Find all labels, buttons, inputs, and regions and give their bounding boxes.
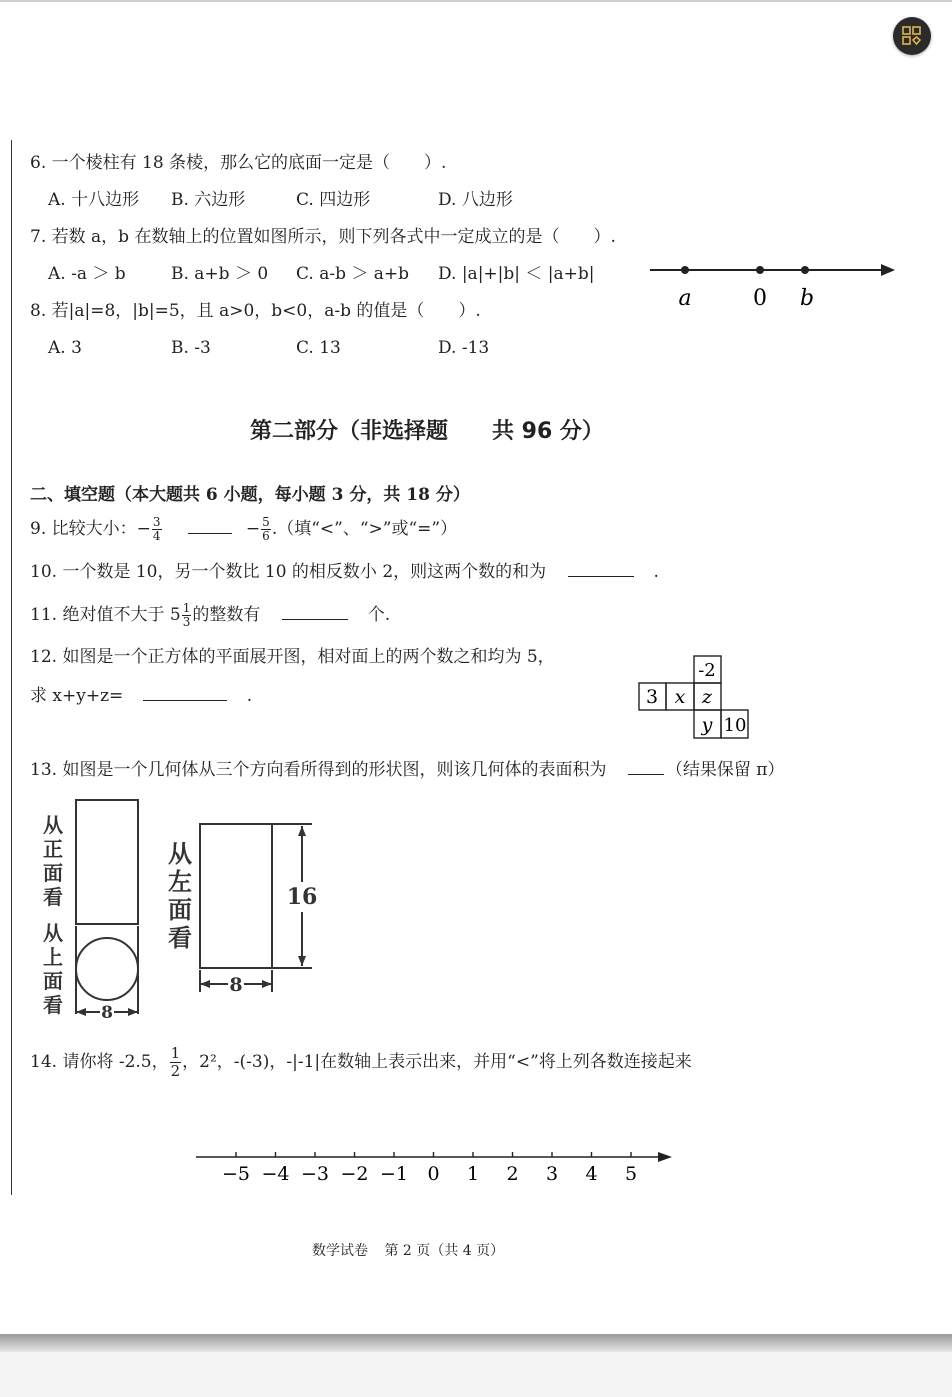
q7-option-a: A. -a ＞ b xyxy=(48,264,126,284)
q12-line2-text: 求 x+y+z= xyxy=(30,686,124,706)
q9-answer-blank[interactable] xyxy=(188,517,232,534)
q14 xyxy=(30,1042,692,1082)
q13-front-label-3: 面 xyxy=(43,861,63,885)
q13-side-label-4: 看 xyxy=(168,923,192,952)
q13-top-label-1: 从 xyxy=(43,921,63,945)
q13-answer-blank[interactable] xyxy=(628,758,664,775)
q13-side-height-label: 16 xyxy=(286,884,318,910)
q10 xyxy=(30,560,659,583)
footer xyxy=(312,1240,504,1260)
q6-option-c: C. 四边形 xyxy=(296,190,371,210)
q12-answer-blank[interactable] xyxy=(143,684,227,701)
q13-arrow xyxy=(200,980,210,988)
q13-arrow xyxy=(298,956,306,966)
q6-option-a: A. 十八边形 xyxy=(48,190,140,210)
q14-suffix: ，2²，-(-3)，-|-1|在数轴上表示出来，并用“<”将上列各数连接起来 xyxy=(182,1052,692,1072)
q13-top-label-2: 上 xyxy=(43,945,63,969)
q11-frac xyxy=(182,602,192,629)
q8-option-c: C. 13 xyxy=(296,338,341,358)
q8-option-d: D. -13 xyxy=(438,338,490,358)
q13-side-label-1: 从 xyxy=(168,839,192,868)
q7-option-b: B. a+b ＞ 0 xyxy=(171,264,269,284)
bottom-margin xyxy=(0,1352,952,1397)
app-grid-icon xyxy=(902,26,922,46)
q9-frac1 xyxy=(152,516,162,543)
q14-frac-num: 1 xyxy=(170,1044,181,1062)
q13-front-label-1: 从 xyxy=(43,813,63,837)
q13-top-label-3: 面 xyxy=(43,969,63,993)
q11 xyxy=(30,598,390,632)
q12-net-x: x xyxy=(674,686,686,708)
q7-label-0: 0 xyxy=(753,286,767,311)
q9-frac1-sign: − xyxy=(136,519,151,539)
q14-axis-tick-label: 2 xyxy=(506,1163,519,1185)
q14-axis-tick-label: 0 xyxy=(427,1163,440,1185)
q7-option-d: D. |a|+|b| ＜ |a+b| xyxy=(438,264,595,284)
q13-top-width-label: 8 xyxy=(101,1003,113,1023)
q13-side-label-3: 面 xyxy=(168,895,192,924)
q9-frac2 xyxy=(261,516,271,543)
q13-arrow xyxy=(128,1008,138,1016)
q14-axis-tick-label: 3 xyxy=(545,1163,559,1185)
q14-axis-tick-label: 5 xyxy=(624,1163,638,1185)
q13-front-label-2: 正 xyxy=(43,837,63,861)
q14-frac-den: 2 xyxy=(170,1062,181,1080)
q12-line1: 12. 如图是一个正方体的平面展开图，相对面上的两个数之和均为 5， xyxy=(30,647,555,667)
q7-stem: 7. 若数 a，b 在数轴上的位置如图所示，则下列各式中一定成立的是（ ）. xyxy=(30,227,616,247)
q11-frac-den: 3 xyxy=(182,615,191,629)
q7-point-b xyxy=(801,266,809,274)
q6-option-b: B. 六边形 xyxy=(171,190,246,210)
q11-whole: 5 xyxy=(169,605,181,625)
q12-net-left: 3 xyxy=(645,686,659,708)
q7-point-0 xyxy=(756,266,764,274)
q13-side-view xyxy=(200,824,272,968)
q7-point-a xyxy=(681,266,689,274)
q9-frac2-sign: − xyxy=(245,519,261,539)
footer-page: 第 2 页（共 4 页） xyxy=(384,1243,505,1259)
q12-net-right: 10 xyxy=(723,715,747,736)
footer-title: 数学试卷 xyxy=(312,1243,368,1259)
bottom-scroll-shadow xyxy=(0,1334,952,1352)
q14-axis-tick-label: −4 xyxy=(261,1163,290,1185)
q13-front-view xyxy=(76,800,138,924)
q8-stem: 8. 若|a|=8，|b|=5，且 a>0，b<0，a-b 的值是（ ）. xyxy=(30,301,481,321)
q9 xyxy=(30,514,457,544)
q13-top-view xyxy=(76,938,138,1000)
q10-answer-blank[interactable] xyxy=(568,560,634,577)
q7-axis-arrow xyxy=(881,264,895,276)
q9-frac2-den: 6 xyxy=(262,529,270,543)
q7-number-line-figure xyxy=(645,255,900,315)
q14-number-line xyxy=(190,1140,680,1190)
part2-heading: 第二部分（非选择题 共 96 分） xyxy=(250,419,604,444)
q10-end: . xyxy=(653,562,659,582)
q12-net-z: z xyxy=(701,686,713,708)
q11-end: 个. xyxy=(367,605,391,625)
q13-text: 13. 如图是一个几何体从三个方向看所得到的形状图，则该几何体的表面积为 xyxy=(30,760,607,780)
q13-arrow xyxy=(76,1008,86,1016)
q13-views-figure xyxy=(36,794,326,1024)
q13-arrow xyxy=(298,826,306,836)
q14-prefix: 14. 请你将 -2.5， xyxy=(30,1052,169,1072)
q10-text: 10. 一个数是 10，另一个数比 10 的相反数小 2，则这两个数的和为 xyxy=(30,562,547,582)
top-border xyxy=(0,0,952,2)
q12-net-top: -2 xyxy=(698,660,716,681)
q7-option-c: C. a-b ＞ a+b xyxy=(296,264,410,284)
q13-arrow xyxy=(262,980,272,988)
q9-suffix: .（填“<”、“>”或“=”） xyxy=(271,519,458,539)
q14-axis-tick-label: −2 xyxy=(340,1163,369,1185)
q13-front-label-4: 看 xyxy=(43,885,63,909)
q8-option-b: B. -3 xyxy=(171,338,211,358)
q7-label-a: a xyxy=(678,286,692,311)
q13 xyxy=(30,758,784,781)
q8-option-a: A. 3 xyxy=(48,338,82,358)
q9-frac2-num: 5 xyxy=(262,515,270,529)
q9-frac1-den: 4 xyxy=(152,529,161,543)
q12-cube-net-figure xyxy=(636,654,752,742)
q14-axis-tick-label: −3 xyxy=(300,1163,330,1185)
q11-prefix: 11. 绝对值不大于 xyxy=(30,605,165,625)
q14-frac xyxy=(170,1045,182,1080)
q12-line2 xyxy=(30,684,252,707)
q13-side-width-label: 8 xyxy=(229,974,243,996)
q7-label-b: b xyxy=(799,286,815,311)
q11-mid: 的整数有 xyxy=(192,605,261,625)
q11-answer-blank[interactable] xyxy=(282,603,348,620)
q9-frac1-num: 3 xyxy=(152,515,161,529)
q13-note: （结果保留 π） xyxy=(665,760,785,780)
q12-net-y: y xyxy=(701,714,713,736)
q13-side-label-2: 左 xyxy=(168,867,192,896)
floating-action-button[interactable] xyxy=(893,17,931,55)
section2-heading: 二、填空题（本大题共 6 小题，每小题 3 分，共 18 分） xyxy=(30,485,470,505)
q13-top-label-4: 看 xyxy=(43,993,63,1017)
q14-axis-tick-label: 4 xyxy=(585,1163,598,1185)
q14-axis-tick-label: 1 xyxy=(466,1163,480,1185)
q11-frac-num: 1 xyxy=(182,601,191,615)
q14-axis-tick-label: −1 xyxy=(379,1163,409,1185)
q14-axis-tick-label: −5 xyxy=(221,1163,251,1185)
margin-rule xyxy=(11,140,12,1195)
q6-stem: 6. 一个棱柱有 18 条棱，那么它的底面一定是（ ）. xyxy=(30,153,447,173)
q6-option-d: D. 八边形 xyxy=(438,190,513,210)
q14-axis-arrow xyxy=(658,1152,672,1162)
q12-end: . xyxy=(246,686,253,706)
q9-prefix: 9. 比较大小： xyxy=(30,519,137,539)
